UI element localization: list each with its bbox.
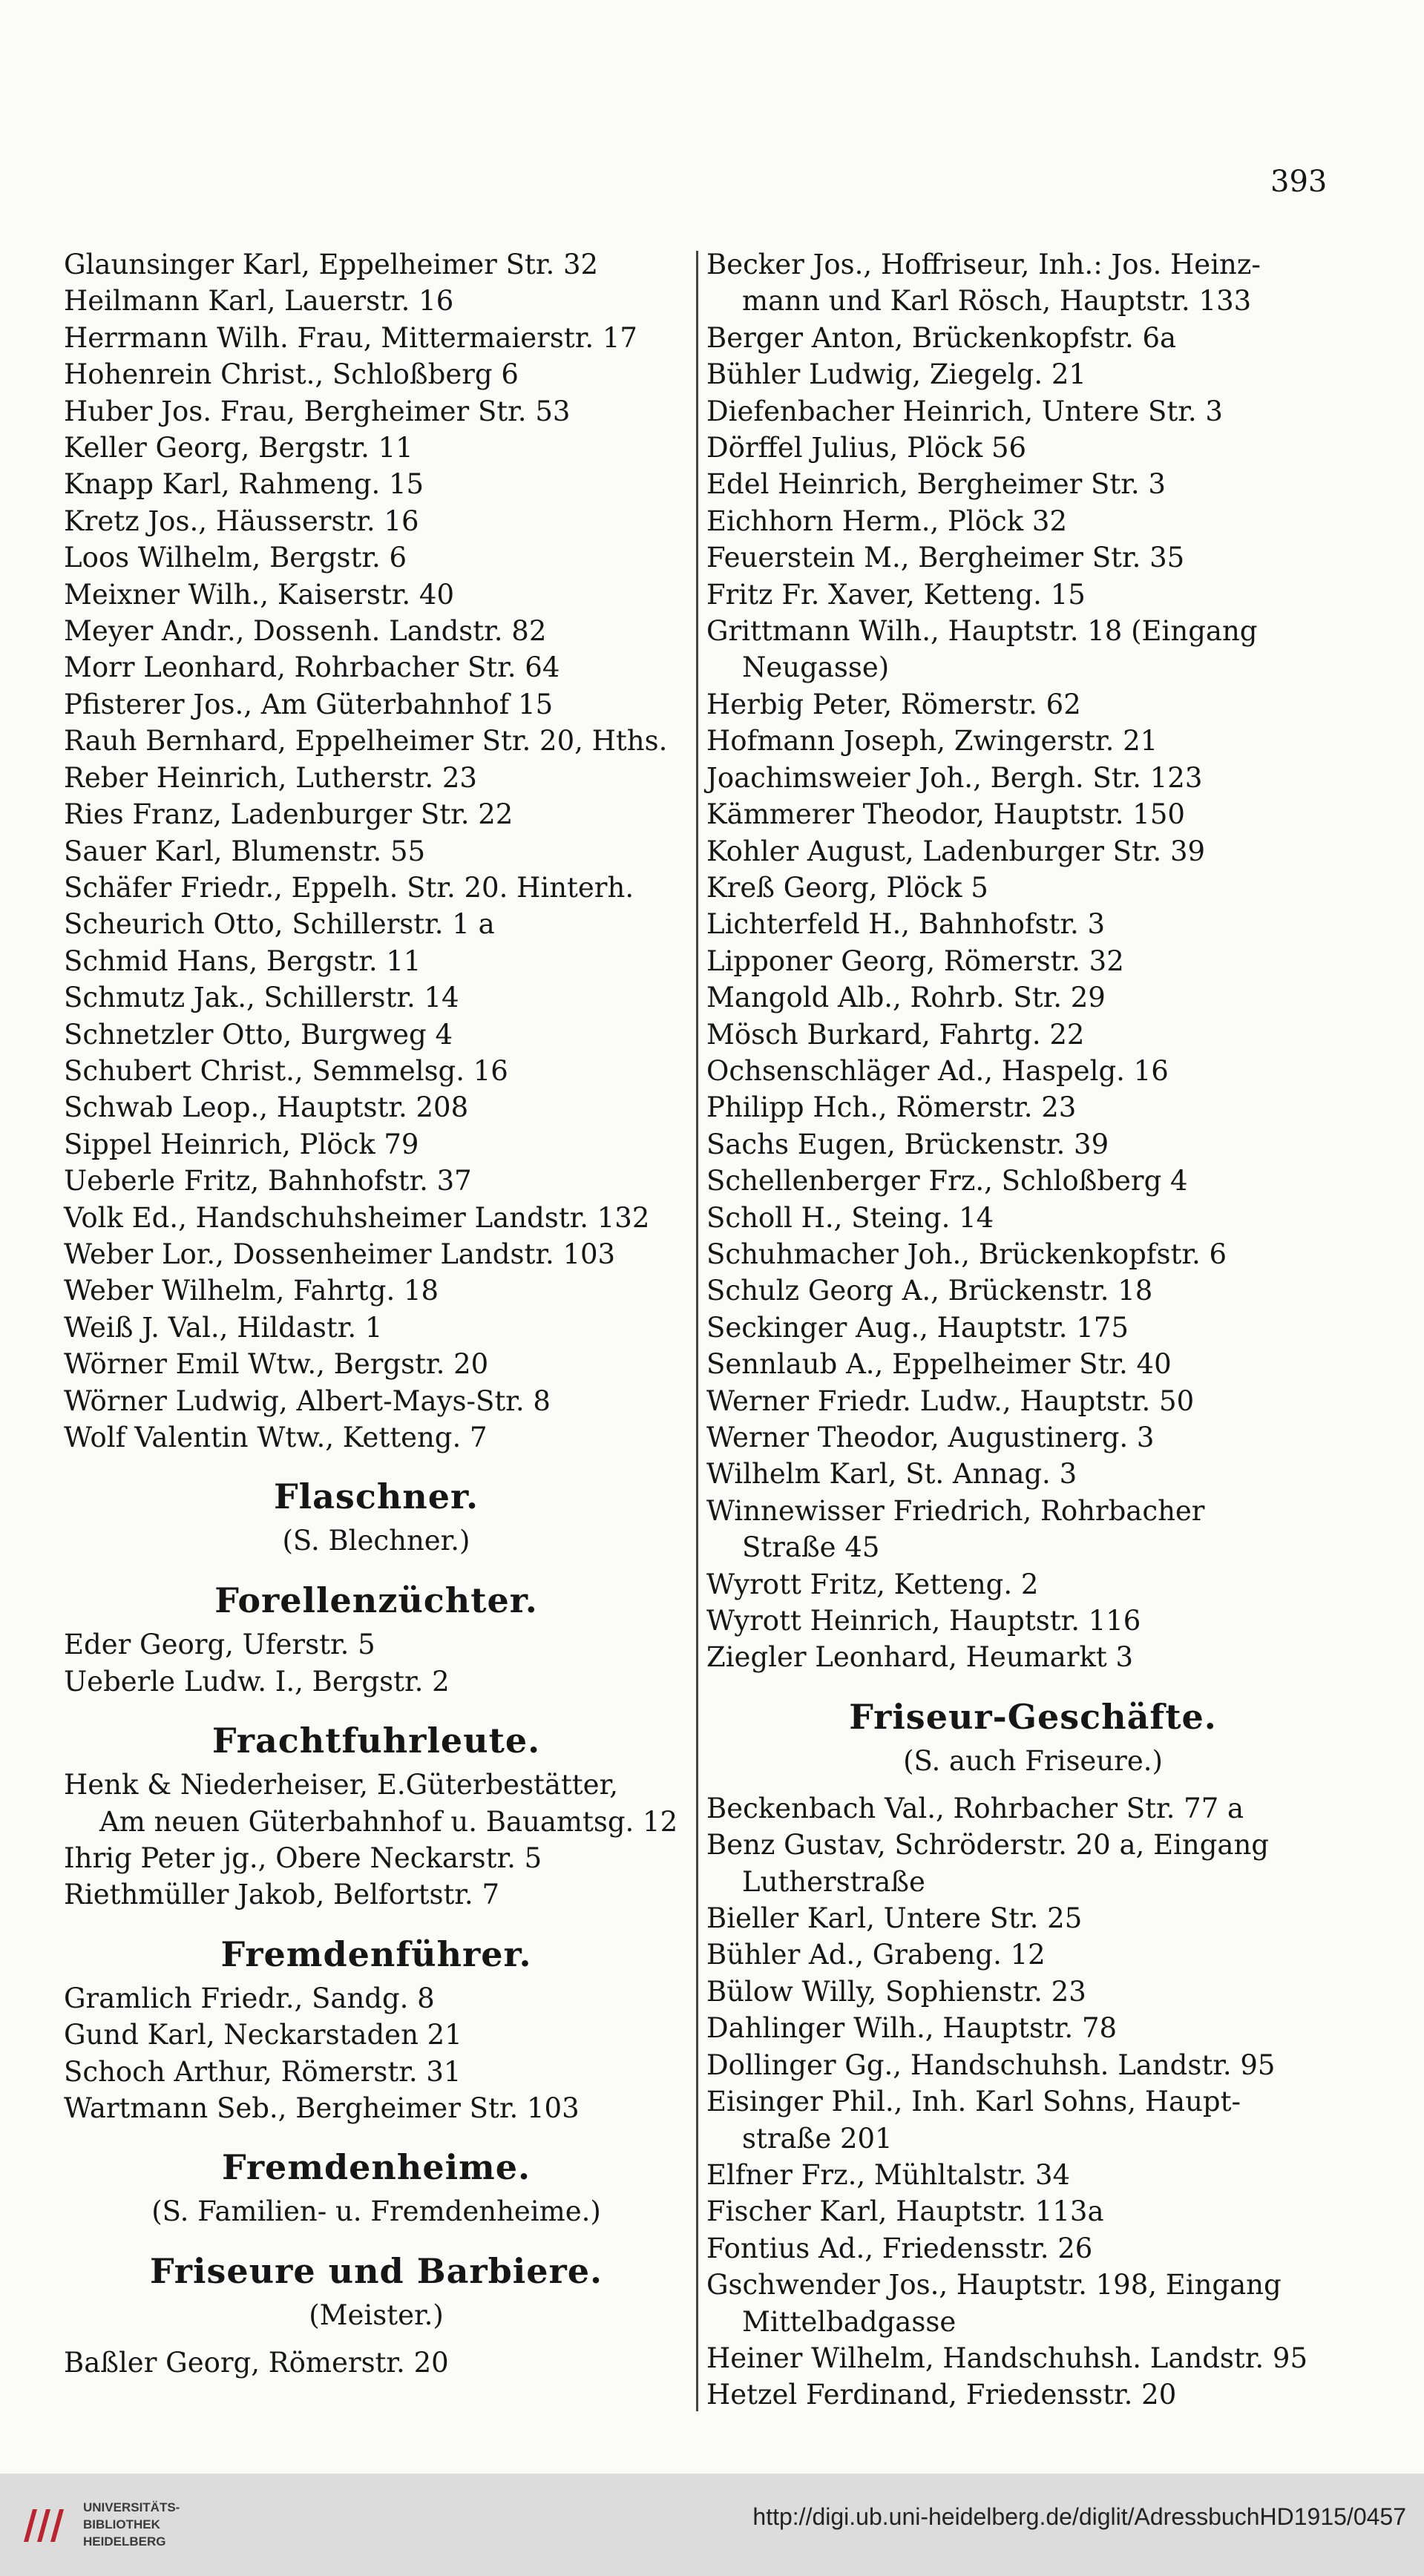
directory-entry: Glaunsinger Karl, Eppelheimer Str. 32	[64, 249, 599, 280]
directory-entry: Elfner Frz., Mühltalstr. 34	[706, 2158, 1071, 2191]
directory-entry: Herbig Peter, Römerstr. 62	[706, 688, 1081, 720]
directory-entry-continuation: Mittelbadgasse	[742, 2305, 957, 2338]
directory-entry-continuation: Neugasse)	[742, 651, 890, 684]
section-heading: Friseur-Geschäfte.	[849, 1696, 1217, 1737]
directory-entry: Bühler Ludwig, Ziegelg. 21	[706, 358, 1086, 391]
directory-entry: Weber Wilhelm, Fahrtg. 18	[64, 1275, 439, 1307]
directory-entry: Schulz Georg A., Brückenstr. 18	[706, 1275, 1153, 1307]
directory-entry: Schoch Arthur, Römerstr. 31	[64, 2055, 462, 2088]
directory-entry: Schmutz Jak., Schillerstr. 14	[64, 982, 459, 1014]
directory-entry: Wilhelm Karl, St. Annag. 3	[706, 1458, 1077, 1491]
directory-entry-continuation: Straße 45	[742, 1531, 880, 1564]
directory-entry: Sippel Heinrich, Plöck 79	[64, 1128, 419, 1160]
directory-entry: Wyrott Fritz, Ketteng. 2	[706, 1568, 1039, 1600]
directory-entry: Fontius Ad., Friedensstr. 26	[706, 2232, 1093, 2264]
directory-entry: Heiner Wilhelm, Handschuhsh. Landstr. 95	[706, 2342, 1307, 2374]
directory-entry: Dahlinger Wilh., Hauptstr. 78	[706, 2012, 1118, 2045]
directory-entry: Sennlaub A., Eppelheimer Str. 40	[706, 1348, 1172, 1381]
directory-entry: Eisinger Phil., Inh. Karl Sohns, Haupt-	[706, 2086, 1241, 2118]
directory-entry: Edel Heinrich, Bergheimer Str. 3	[706, 468, 1166, 501]
directory-entry: Volk Ed., Handschuhsheimer Landstr. 132	[64, 1201, 650, 1234]
directory-entry: Beckenbach Val., Rohrbacher Str. 77 a	[706, 1792, 1244, 1824]
directory-entry: Hofmann Joseph, Zwingerstr. 21	[706, 725, 1158, 758]
right-column	[706, 246, 1359, 2414]
directory-entry: Schmid Hans, Bergstr. 11	[64, 944, 421, 977]
directory-entry: Dollinger Gg., Handschuhsh. Landstr. 95	[706, 2048, 1276, 2081]
section-heading: Flaschner.	[273, 1476, 479, 1517]
directory-entry-continuation: Lutherstraße	[742, 1865, 925, 1898]
directory-entry: Ochsenschläger Ad., Haspelg. 16	[706, 1054, 1169, 1087]
directory-entry: Mösch Burkard, Fahrtg. 22	[706, 1018, 1085, 1051]
directory-entry: Ueberle Fritz, Bahnhofstr. 37	[64, 1165, 472, 1197]
column-divider	[696, 251, 698, 2411]
directory-entry: Schwab Leop., Hauptstr. 208	[64, 1091, 469, 1124]
directory-entry: Fritz Fr. Xaver, Ketteng. 15	[706, 578, 1086, 611]
directory-entry: Huber Jos. Frau, Bergheimer Str. 53	[64, 395, 571, 427]
directory-entry: Hohenrein Christ., Schloßberg 6	[64, 358, 519, 391]
section-note: (S. Blechner.)	[282, 1525, 470, 1557]
left-column	[64, 246, 689, 2382]
directory-entry: Grittmann Wilh., Hauptstr. 18 (Eingang	[706, 615, 1258, 648]
directory-entry: Schäfer Friedr., Eppelh. Str. 20. Hinterh.	[64, 871, 634, 904]
directory-entry: Lichterfeld H., Bahnhofstr. 3	[706, 908, 1106, 941]
section-heading: Fremdenheime.	[221, 2147, 531, 2188]
directory-entry: Lipponer Georg, Römerstr. 32	[706, 944, 1124, 977]
directory-entry: Meyer Andr., Dossenh. Landstr. 82	[64, 615, 547, 648]
logo-line: BIBLIOTHEK	[83, 2517, 160, 2531]
directory-entry: Ries Franz, Ladenburger Str. 22	[64, 798, 514, 831]
footer-bar	[0, 2474, 1424, 2576]
directory-entry: Schuhmacher Joh., Brückenkopfstr. 6	[706, 1238, 1227, 1270]
directory-entry: Baßler Georg, Römerstr. 20	[64, 2347, 449, 2379]
directory-entry: Dörffel Julius, Plöck 56	[706, 432, 1027, 464]
logo-line: HEIDELBERG	[83, 2534, 166, 2549]
directory-entry: Hetzel Ferdinand, Friedensstr. 20	[706, 2379, 1177, 2411]
section-heading: Friseure und Barbiere.	[149, 2251, 603, 2292]
directory-entry: Kreß Georg, Plöck 5	[706, 871, 988, 904]
source-url-link[interactable]: http://digi.ub.uni-heidelberg.de/diglit/AdressbuchHD1915/0457	[752, 2503, 1406, 2530]
directory-entry: Kretz Jos., Häusserstr. 16	[64, 505, 419, 537]
directory-entry: Ueberle Ludw. I., Bergstr. 2	[64, 1665, 450, 1698]
directory-entry: Sauer Karl, Blumenstr. 55	[64, 835, 426, 867]
directory-entry: Wörner Ludwig, Albert-Mays-Str. 8	[64, 1384, 551, 1417]
directory-entry: Feuerstein M., Bergheimer Str. 35	[706, 542, 1185, 574]
directory-entry: Kämmerer Theodor, Hauptstr. 150	[706, 798, 1185, 831]
directory-entry: Scheurich Otto, Schillerstr. 1 a	[64, 908, 495, 941]
page-number: 393	[1270, 165, 1328, 199]
directory-entry: Herrmann Wilh. Frau, Mittermaierstr. 17	[64, 321, 637, 354]
directory-entry: Seckinger Aug., Hauptstr. 175	[706, 1311, 1129, 1344]
directory-entry: Loos Wilhelm, Bergstr. 6	[64, 542, 407, 574]
directory-entry: Eder Georg, Uferstr. 5	[64, 1629, 375, 1661]
directory-entry: Knapp Karl, Rahmeng. 15	[64, 468, 424, 501]
directory-entry: Eichhorn Herm., Plöck 32	[706, 505, 1067, 537]
directory-entry: Wörner Emil Wtw., Bergstr. 20	[64, 1348, 489, 1381]
directory-entry: Berger Anton, Brückenkopfstr. 6a	[706, 321, 1177, 354]
directory-entry: Scholl H., Steing. 14	[706, 1201, 994, 1234]
directory-entry: Morr Leonhard, Rohrbacher Str. 64	[64, 651, 560, 684]
directory-entry: Schubert Christ., Semmelsg. 16	[64, 1054, 508, 1087]
directory-entry: Wolf Valentin Wtw., Ketteng. 7	[64, 1422, 488, 1453]
directory-entry: Henk & Niederheiser, E.Güterbestätter,	[64, 1769, 618, 1801]
directory-entry: Wartmann Seb., Bergheimer Str. 103	[64, 2092, 580, 2125]
directory-entry: Winnewisser Friedrich, Rohrbacher	[706, 1494, 1205, 1527]
directory-entry: Schellenberger Frz., Schloßberg 4	[706, 1165, 1188, 1197]
directory-entry-continuation: mann und Karl Rösch, Hauptstr. 133	[742, 285, 1252, 318]
directory-entry: Sachs Eugen, Brückenstr. 39	[706, 1128, 1109, 1160]
directory-entry: Keller Georg, Bergstr. 11	[64, 432, 413, 464]
directory-entry: Gramlich Friedr., Sandg. 8	[64, 1982, 435, 2014]
directory-entry: Bieller Karl, Untere Str. 25	[706, 1902, 1083, 1935]
directory-entry: Heilmann Karl, Lauerstr. 16	[64, 285, 454, 318]
section-heading: Forellenzüchter.	[214, 1580, 538, 1621]
directory-entry: Gschwender Jos., Hauptstr. 198, Eingang	[706, 2269, 1282, 2301]
directory-entry: Ihrig Peter jg., Obere Neckarstr. 5	[64, 1842, 542, 1875]
directory-entry: Gund Karl, Neckarstaden 21	[64, 2019, 462, 2051]
directory-entry: Mangold Alb., Rohrb. Str. 29	[706, 982, 1106, 1014]
directory-entry: Weber Lor., Dossenheimer Landstr. 103	[64, 1238, 616, 1270]
directory-entry: Ziegler Leonhard, Heumarkt 3	[706, 1641, 1134, 1674]
directory-entry: Rauh Bernhard, Eppelheimer Str. 20, Hths.	[64, 725, 668, 758]
directory-entry: Schnetzler Otto, Burgweg 4	[64, 1018, 453, 1051]
directory-entry: Werner Theodor, Augustinerg. 3	[706, 1422, 1155, 1453]
directory-entry-continuation: Am neuen Güterbahnhof u. Bauamtsg. 12	[99, 1805, 678, 1838]
directory-entry: Joachimsweier Joh., Bergh. Str. 123	[706, 761, 1203, 794]
directory-entry: Bühler Ad., Grabeng. 12	[706, 1939, 1046, 1971]
directory-entry: Riethmüller Jakob, Belfortstr. 7	[64, 1879, 499, 1911]
library-logo-text	[83, 2499, 180, 2550]
directory-entry: Kohler August, Ladenburger Str. 39	[706, 835, 1206, 867]
section-heading: Frachtfuhrleute.	[211, 1721, 541, 1761]
directory-entry: Reber Heinrich, Lutherstr. 23	[64, 761, 477, 794]
directory-entry: Diefenbacher Heinrich, Untere Str. 3	[706, 395, 1223, 427]
directory-entry: Fischer Karl, Hauptstr. 113a	[706, 2195, 1104, 2228]
directory-entry: Bülow Willy, Sophienstr. 23	[706, 1975, 1086, 2008]
university-seal-icon	[15, 2496, 74, 2555]
section-heading: Fremdenführer.	[220, 1933, 532, 1974]
section-note: (Meister.)	[309, 2299, 444, 2332]
section-note: (S. Familien- u. Fremdenheime.)	[151, 2195, 601, 2228]
logo-line: UNIVERSITÄTS-	[83, 2500, 180, 2514]
directory-entry: Benz Gustav, Schröderstr. 20 a, Eingang	[706, 1829, 1269, 1862]
directory-entry: Wyrott Heinrich, Hauptstr. 116	[706, 1605, 1141, 1637]
directory-entry: Meixner Wilh., Kaiserstr. 40	[64, 578, 455, 611]
directory-entry: Becker Jos., Hoffriseur, Inh.: Jos. Heinz-	[706, 249, 1261, 280]
directory-entry: Philipp Hch., Römerstr. 23	[706, 1091, 1077, 1124]
directory-entry: Weiß J. Val., Hildastr. 1	[64, 1311, 383, 1344]
directory-entry: Werner Friedr. Ludw., Hauptstr. 50	[706, 1384, 1195, 1417]
section-note: (S. auch Friseure.)	[903, 1744, 1163, 1777]
directory-entry: Pfisterer Jos., Am Güterbahnhof 15	[64, 688, 554, 720]
directory-entry-continuation: straße 201	[742, 2122, 893, 2155]
